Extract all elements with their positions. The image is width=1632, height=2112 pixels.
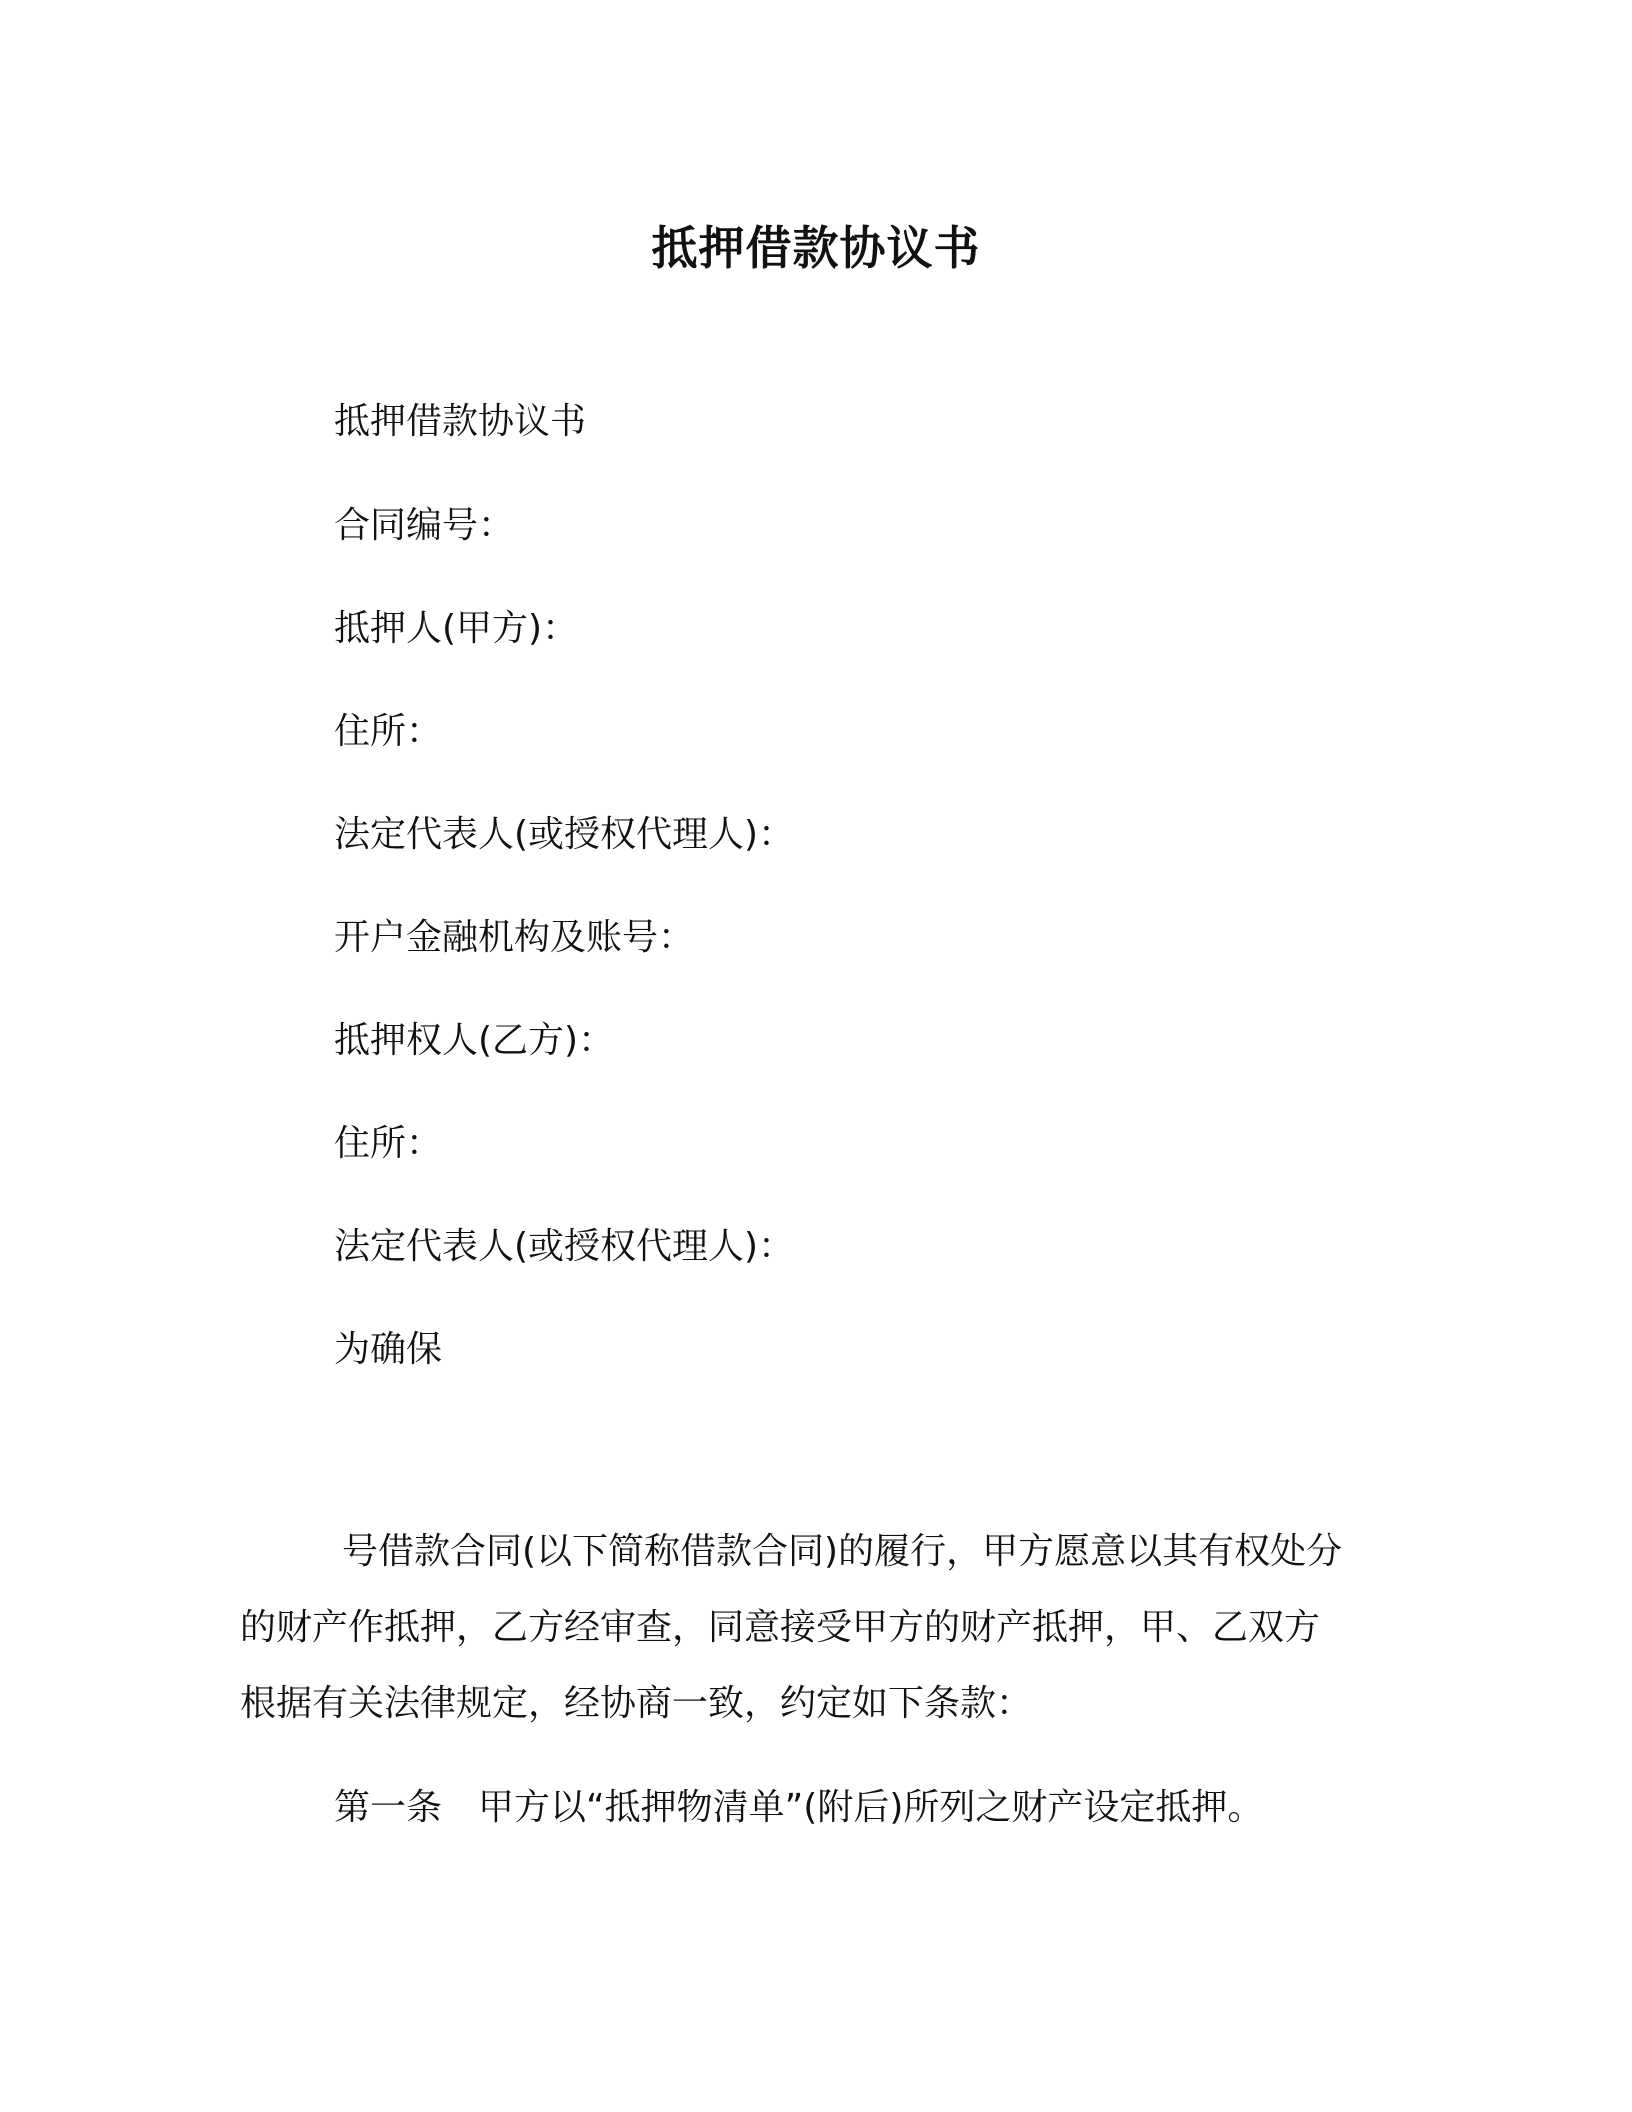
contract-number-field: 合同编号：	[334, 505, 515, 546]
paragraph-line: 根据有关法律规定，经协商一致，约定如下条款：	[240, 1683, 1033, 1724]
mortgagee-address-field: 住所：	[334, 1123, 443, 1164]
mortgagee-representative-field: 法定代表人(或授权代理人)：	[334, 1226, 795, 1267]
mortgagor-address-field: 住所：	[334, 711, 443, 752]
mortgagee-field: 抵押权人(乙方)：	[334, 1020, 615, 1061]
mortgagor-field: 抵押人(甲方)：	[334, 608, 579, 649]
article-1: 第一条 甲方以“抵押物清单”(附后)所列之财产设定抵押。	[334, 1787, 1264, 1828]
bank-account-field: 开户金融机构及账号：	[334, 917, 695, 958]
paragraph-line: 号借款合同(以下简称借款合同)的履行，甲方愿意以其有权处分	[342, 1531, 1343, 1572]
subtitle: 抵押借款协议书	[334, 401, 587, 442]
purpose-text: 为确保	[334, 1329, 443, 1370]
paragraph-line: 的财产作抵押，乙方经审查，同意接受甲方的财产抵押，甲、乙双方	[240, 1607, 1321, 1648]
document-title: 抵押借款协议书	[651, 221, 981, 275]
mortgagor-representative-field: 法定代表人(或授权代理人)：	[334, 814, 795, 855]
